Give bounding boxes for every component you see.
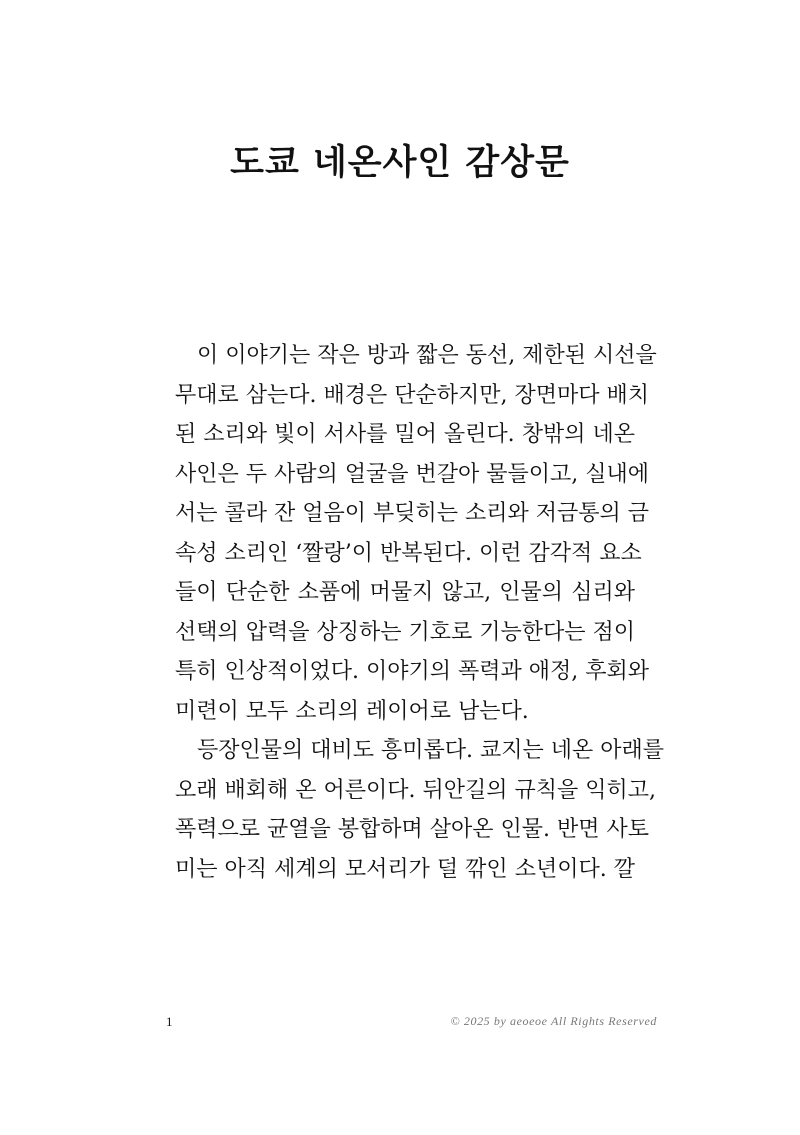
paragraph-1-line-7: 들이 단순한 소품에 머물지 않고, 인물의 심리와 — [175, 580, 635, 605]
paragraph-2-line-2: 오래 배회해 온 어른이다. 뒤안길의 규칙을 익히고, — [175, 777, 656, 803]
paragraph-2-line-4: 미는 아직 세계의 모서리가 덜 깎인 소년이다. 깔 — [175, 856, 635, 882]
paragraph-1-line-10: 미련이 모두 소리의 레이어로 남는다. — [175, 698, 529, 724]
paragraph-1-line-2: 무대로 삼는다. 배경은 단순하지만, 장면마다 배치 — [175, 382, 649, 408]
paragraph-1-line-9: 특히 인상적이었다. 이야기의 폭력과 애정, 후회와 — [175, 659, 649, 684]
page-number: 1 — [166, 1014, 173, 1029]
page-footer — [0, 1014, 800, 1034]
document-title: 도쿄 네온사인 감상문 — [230, 142, 570, 183]
paragraph-1-line-6: 속성 소리인 ‘짤랑’이 반복된다. 이런 감각적 요소 — [175, 540, 642, 566]
copyright-notice: © 2025 by aeoeoe All Rights Reserved — [450, 1014, 657, 1028]
paragraph-2-line-1: 등장인물의 대비도 흥미롭다. 쿄지는 네온 아래를 — [197, 738, 665, 763]
paragraph-1-line-4: 사인은 두 사람의 얼굴을 번갈아 물들이고, 실내에 — [175, 461, 649, 487]
paragraph-1-line-3: 된 소리와 빛이 서사를 밀어 올린다. 창밖의 네온 — [175, 422, 635, 447]
paragraph-1-line-8: 선택의 압력을 상징하는 기호로 기능한다는 점이 — [175, 619, 636, 645]
document-body — [175, 336, 665, 889]
paragraph-1-line-1: 이 이야기는 작은 방과 짧은 동선, 제한된 시선을 — [197, 343, 657, 368]
paragraph-2-line-3: 폭력으로 균열을 봉합하며 살아온 인물. 반면 사토 — [175, 817, 649, 842]
paragraph-1-line-5: 서는 콜라 잔 얼음이 부딪히는 소리와 저금통의 금 — [175, 501, 649, 526]
